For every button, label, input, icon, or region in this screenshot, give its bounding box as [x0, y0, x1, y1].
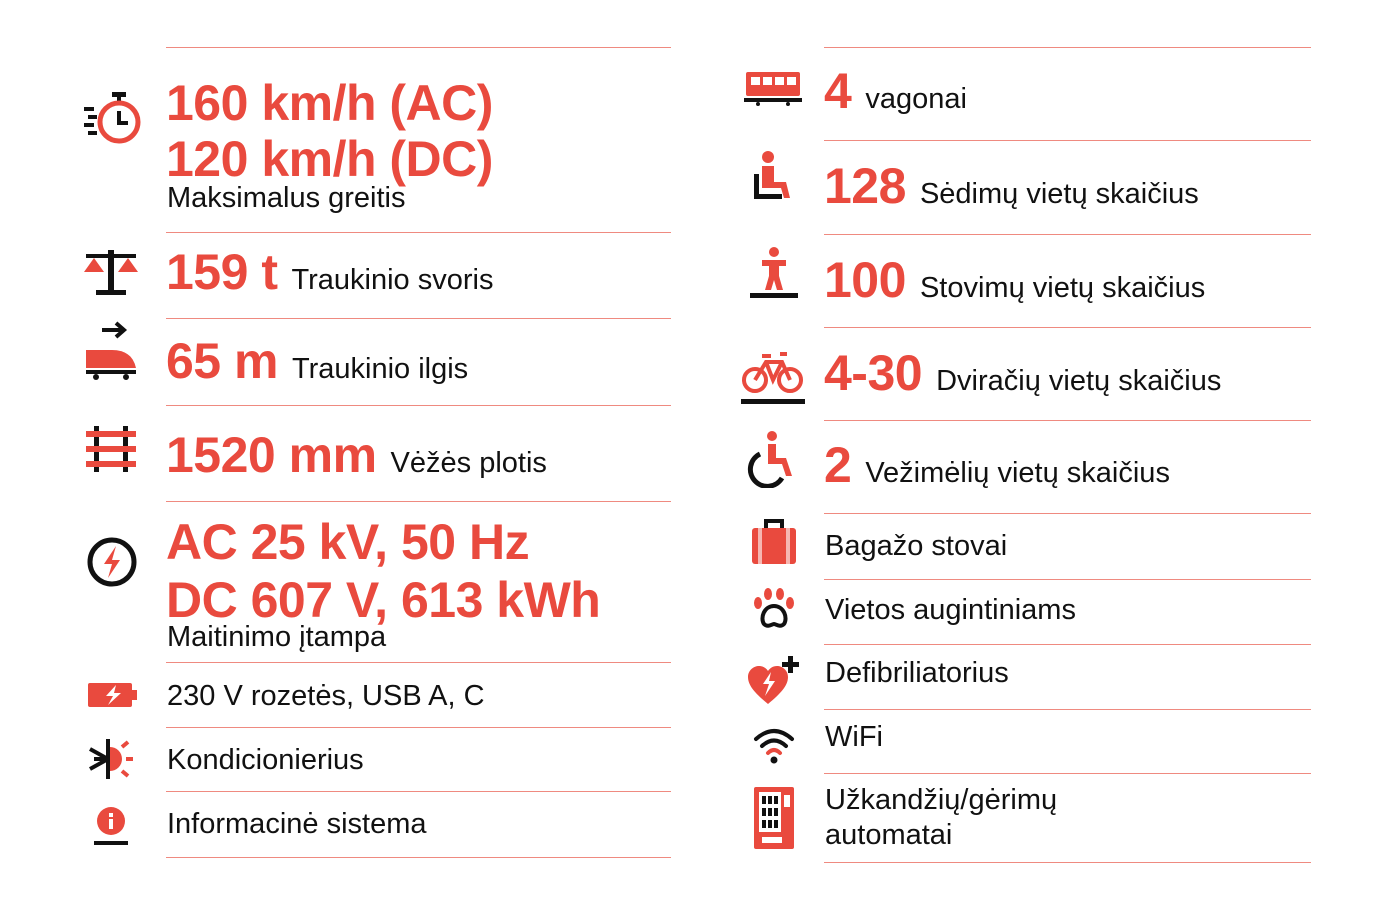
divider: [166, 232, 671, 233]
bikes-value: 4-30 Dviračių vietų skaičius: [824, 345, 1222, 401]
bikes-label: Dviračių vietų skaičius: [936, 365, 1222, 397]
sockets-label: 230 V rozetės, USB A, C: [167, 680, 485, 712]
standing-person-icon: [748, 246, 800, 300]
max-speed-dc: 120 km/h (DC): [166, 131, 493, 187]
power-dc-value: DC 607 V, 613 kWh: [166, 572, 601, 628]
battery-charging-icon: [88, 683, 138, 707]
cars-value: 4 vagonai: [824, 63, 967, 119]
train-weight-label: Traukinio svoris: [291, 264, 494, 296]
luggage-label: Bagažo stovai: [825, 530, 1008, 562]
track-gauge-value: 1520 mm Vėžės plotis: [166, 427, 547, 483]
climate-control-icon: [86, 737, 134, 781]
wheelchair-icon: [746, 430, 800, 488]
defibrillator-label: Defibriliatorius: [825, 657, 1009, 689]
vending-label-line-2: automatai: [825, 819, 953, 851]
vending-label-line-1: Užkandžių/gėrimų: [825, 784, 1058, 816]
info-system-label: Informacinė sistema: [167, 808, 427, 840]
divider: [824, 709, 1311, 710]
power-ac-value: AC 25 kV, 50 Hz: [166, 514, 530, 570]
pets-label: Vietos augintiniams: [825, 594, 1076, 626]
wifi-label: WiFi: [825, 721, 883, 753]
defibrillator-heart-icon: [748, 656, 800, 706]
track-gauge-icon: [86, 426, 136, 472]
divider: [824, 773, 1311, 774]
vending-machine-icon: [754, 787, 794, 849]
divider: [166, 318, 671, 319]
info-icon: [92, 806, 130, 846]
railcar-icon: [744, 70, 802, 106]
train-length-icon: [82, 320, 140, 382]
divider: [824, 47, 1311, 48]
max-speed-label: Maksimalus greitis: [167, 182, 406, 214]
seats-value: 128 Sėdimų vietų skaičius: [824, 158, 1199, 214]
divider: [824, 234, 1311, 235]
standing-label: Stovimų vietų skaičius: [919, 272, 1206, 304]
divider: [166, 47, 671, 48]
paw-icon: [752, 588, 796, 630]
wheelchairs-value: 2 Vežimėlių vietų skaičius: [824, 437, 1170, 493]
divider: [166, 662, 671, 663]
divider: [166, 791, 671, 792]
seats-label: Sėdimų vietų skaičius: [919, 178, 1199, 210]
divider: [166, 727, 671, 728]
divider: [824, 862, 1311, 863]
divider: [824, 579, 1311, 580]
wheelchairs-label: Vežimėlių vietų skaičius: [865, 457, 1170, 489]
train-weight-value: 159 t Traukinio svoris: [166, 244, 494, 300]
divider: [824, 327, 1311, 328]
cars-label: vagonai: [865, 83, 967, 115]
divider: [166, 405, 671, 406]
standing-value: 100 Stovimų vietų skaičius: [824, 252, 1206, 308]
divider: [166, 501, 671, 502]
divider: [166, 857, 671, 858]
divider: [824, 140, 1311, 141]
bicycle-icon: [740, 350, 806, 406]
track-gauge-label: Vėžės plotis: [390, 447, 547, 479]
divider: [824, 644, 1311, 645]
seated-person-icon: [750, 150, 796, 202]
train-length-label: Traukinio ilgis: [291, 353, 469, 385]
luggage-icon: [752, 519, 796, 565]
divider: [824, 420, 1311, 421]
air-conditioning-label: Kondicionierius: [167, 744, 364, 776]
stopwatch-speed-icon: [82, 92, 142, 146]
electric-power-icon: [86, 536, 138, 588]
train-length-value: 65 m Traukinio ilgis: [166, 333, 469, 389]
power-label: Maitinimo įtampa: [167, 621, 387, 653]
max-speed-ac: 160 km/h (AC): [166, 75, 493, 131]
divider: [824, 513, 1311, 514]
scale-icon: [82, 248, 140, 298]
wifi-icon: [752, 725, 796, 765]
